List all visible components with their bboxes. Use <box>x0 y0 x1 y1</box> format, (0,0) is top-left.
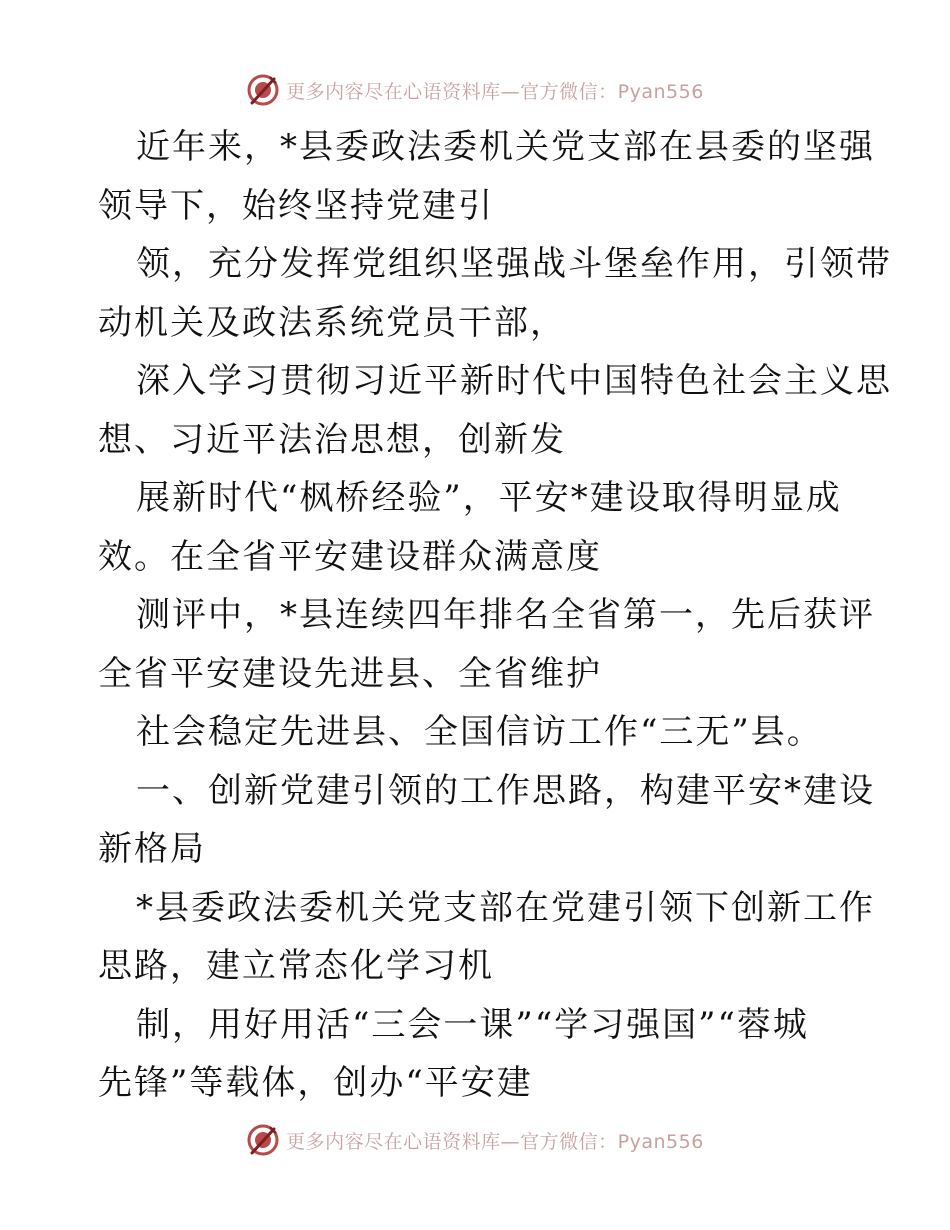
text-line: 深入学习贯彻习近平新时代中国特色社会主义思 <box>136 361 892 401</box>
document-body <box>98 118 892 1113</box>
text-line: 展新时代“枫桥经验”，平安*建设取得明显成 <box>136 478 842 518</box>
text-line: 社会稳定先进县、全国信访工作“三无”县。 <box>136 712 823 752</box>
text-line: 想、习近平法治思想，创新发 <box>98 419 566 460</box>
text-line: 近年来，*县委政法委机关党支部在县委的坚强 <box>136 127 875 167</box>
text-line: 制，用好用活“三会一课”“学习强国”“蓉城 <box>136 1004 809 1045</box>
watermark-text: 更多内容尽在心语资料库—官方微信：Pyan556 <box>286 80 704 103</box>
text-line: 新格局 <box>98 829 206 869</box>
text-line: 先锋”等载体，创办“平安建 <box>98 1063 533 1103</box>
watermark-text: 更多内容尽在心语资料库—官方微信：Pyan556 <box>286 1130 704 1153</box>
text-line: 领，充分发挥党组织坚强战斗堡垒作用，引领带 <box>136 244 892 284</box>
pen-seal-icon <box>246 73 280 107</box>
text-line: 领导下，始终坚持党建引 <box>98 185 494 226</box>
text-line: 测评中，*县连续四年排名全省第一，先后获评 <box>136 595 875 635</box>
text-line: 一、创新党建引领的工作思路，构建平安*建设 <box>136 770 875 811</box>
text-line: 动机关及政法系统党员干部， <box>98 302 566 343</box>
text-line: 全省平安建设先进县、全省维护 <box>98 653 602 694</box>
footer-watermark <box>0 1122 950 1158</box>
text-line: 思路，建立常态化学习机 <box>98 946 494 986</box>
pen-seal-icon <box>246 1123 280 1157</box>
text-line: 效。在全省平安建设群众满意度 <box>98 536 602 577</box>
text-line: *县委政法委机关党支部在党建引领下创新工作 <box>136 887 875 928</box>
header-watermark <box>0 72 950 108</box>
